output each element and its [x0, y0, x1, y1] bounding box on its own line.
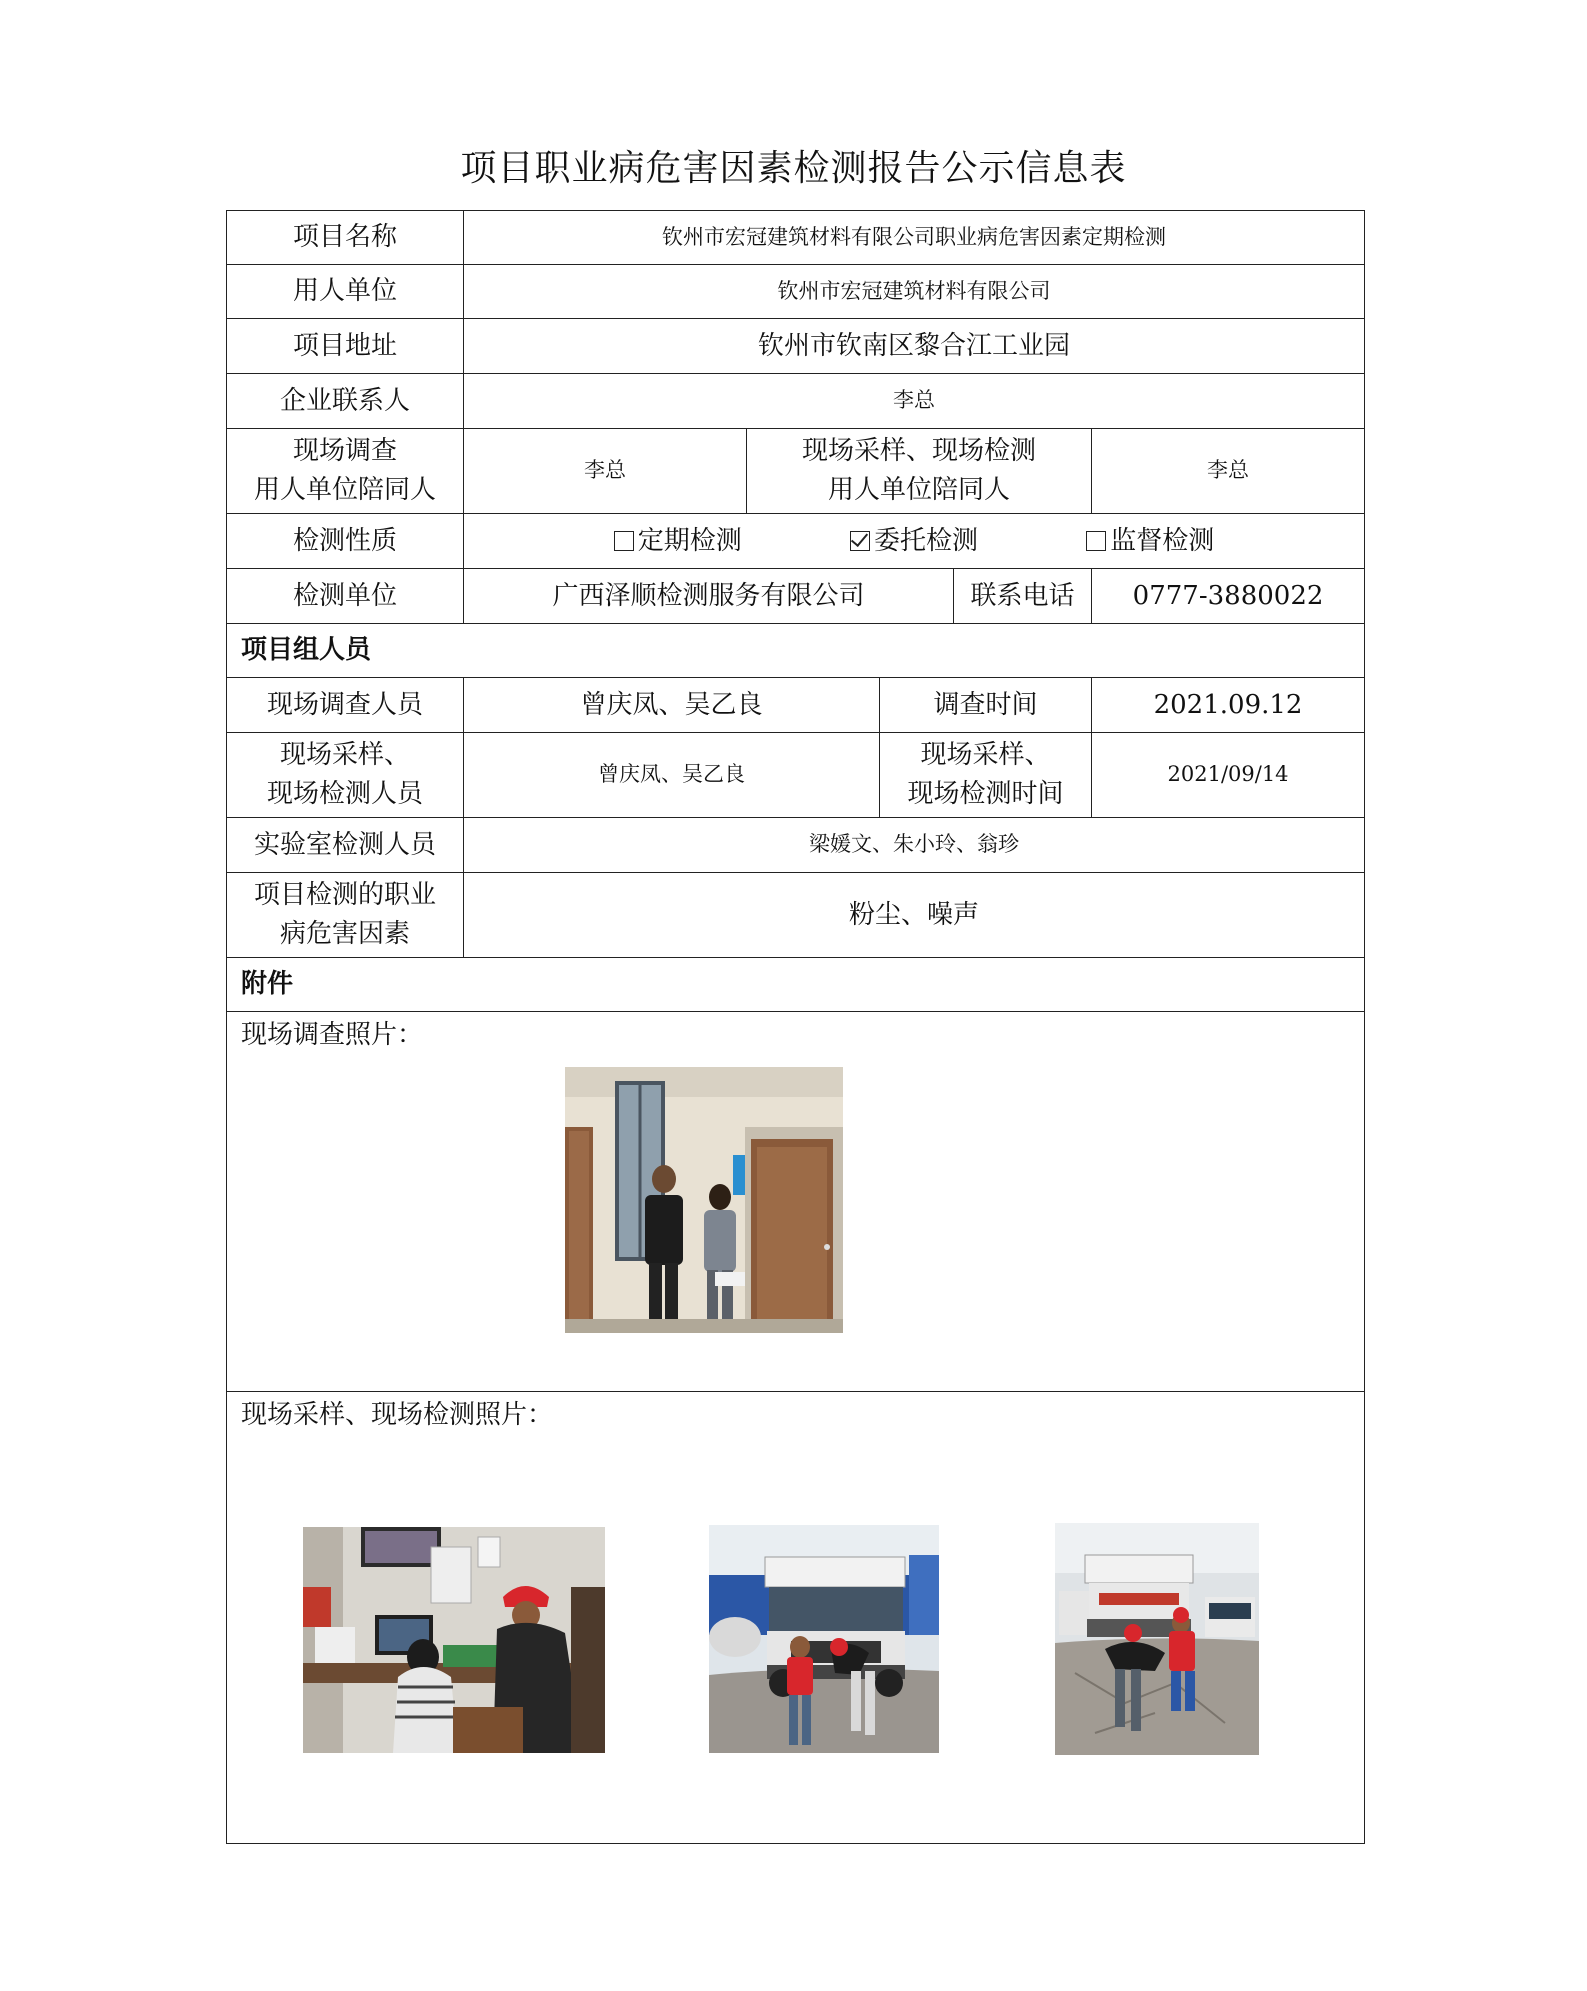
nature-option-periodic[interactable]	[614, 522, 742, 561]
survey-time-value: 2021.09.12	[1092, 678, 1365, 733]
sampling-photos-cell	[227, 1392, 1365, 1844]
sampling-escort-label-line1: 现场采样、现场检测	[801, 436, 1036, 466]
sampling-escort-label	[747, 429, 1092, 514]
survey-photos-label: 现场调查照片：	[241, 1020, 424, 1050]
project-name-value: 钦州市宏冠建筑材料有限公司职业病危害因素定期检测	[464, 211, 1365, 265]
sampling-photo-2	[709, 1525, 939, 1753]
contact-value: 李总	[464, 374, 1365, 429]
team-section-title: 项目组人员	[227, 624, 1365, 678]
sampling-photo-1	[303, 1527, 605, 1753]
survey-staff-value: 曾庆凤、吴乙良	[464, 678, 880, 733]
row-address	[227, 319, 1365, 374]
nature-option-commissioned[interactable]	[850, 522, 978, 561]
attachments-section-title: 附件	[227, 958, 1365, 1012]
hazards-label-line1: 项目检测的职业	[253, 880, 436, 910]
row-nature	[227, 514, 1365, 569]
phone-value: 0777-3880022	[1092, 569, 1365, 624]
row-sampling-staff	[227, 733, 1365, 818]
row-escorts	[227, 429, 1365, 514]
sampling-staff-label-line1: 现场采样、	[279, 740, 410, 770]
lab-staff-label: 实验室检测人员	[227, 818, 464, 873]
sampling-time-label	[880, 733, 1092, 818]
survey-staff-label: 现场调查人员	[227, 678, 464, 733]
nature-option-label: 监督检测	[1110, 525, 1215, 556]
address-label: 项目地址	[227, 319, 464, 374]
row-employer	[227, 265, 1365, 319]
org-label: 检测单位	[227, 569, 464, 624]
sampling-time-label-line2: 现场检测时间	[907, 779, 1064, 809]
nature-option-supervisory[interactable]	[1086, 522, 1214, 561]
employer-label: 用人单位	[227, 265, 464, 319]
contact-label: 企业联系人	[227, 374, 464, 429]
lab-staff-value: 梁媛文、朱小玲、翁珍	[464, 818, 1365, 873]
nature-label: 检测性质	[227, 514, 464, 569]
sampling-time-label-line1: 现场采样、	[920, 740, 1051, 770]
row-team-section	[227, 624, 1365, 678]
nature-option-label: 委托检测	[874, 525, 979, 556]
survey-escort-value: 李总	[464, 429, 747, 514]
sampling-escort-value: 李总	[1092, 429, 1365, 514]
sampling-staff-label-line2: 现场检测人员	[266, 779, 423, 809]
hazards-label-line2: 病危害因素	[279, 919, 410, 949]
page-title: 项目职业病危害因素检测报告公示信息表	[460, 148, 1127, 189]
survey-escort-label-line2: 用人单位陪同人	[253, 475, 436, 505]
hazards-value: 粉尘、噪声	[464, 873, 1365, 958]
row-lab-staff	[227, 818, 1365, 873]
checkbox-icon[interactable]	[614, 531, 634, 551]
address-value: 钦州市钦南区黎合江工业园	[464, 319, 1365, 374]
org-value: 广西泽顺检测服务有限公司	[464, 569, 954, 624]
nature-options	[464, 514, 1365, 569]
row-org	[227, 569, 1365, 624]
sampling-photos-label: 现场采样、现场检测照片：	[241, 1400, 554, 1430]
hazards-label	[227, 873, 464, 958]
info-table	[226, 210, 1365, 1844]
row-sampling-photos	[227, 1392, 1365, 1844]
row-survey-staff	[227, 678, 1365, 733]
phone-label: 联系电话	[954, 569, 1092, 624]
survey-escort-label	[227, 429, 464, 514]
sampling-photo-3	[1055, 1523, 1259, 1755]
survey-photos-cell	[227, 1012, 1365, 1392]
project-name-label: 项目名称	[227, 211, 464, 265]
row-contact	[227, 374, 1365, 429]
row-attachments-section	[227, 958, 1365, 1012]
row-survey-photos	[227, 1012, 1365, 1392]
survey-time-label: 调查时间	[880, 678, 1092, 733]
nature-option-label: 定期检测	[637, 525, 742, 556]
row-hazards	[227, 873, 1365, 958]
sampling-time-value: 2021/09/14	[1092, 733, 1365, 818]
sampling-staff-value: 曾庆凤、吴乙良	[464, 733, 880, 818]
sampling-staff-label	[227, 733, 464, 818]
employer-value: 钦州市宏冠建筑材料有限公司	[464, 265, 1365, 319]
checkbox-icon[interactable]	[1086, 531, 1106, 551]
survey-escort-label-line1: 现场调查	[292, 436, 397, 466]
survey-photo	[565, 1067, 843, 1333]
sampling-escort-label-line2: 用人单位陪同人	[827, 475, 1010, 505]
checkbox-checked-icon[interactable]	[850, 531, 870, 551]
row-project-name	[227, 211, 1365, 265]
